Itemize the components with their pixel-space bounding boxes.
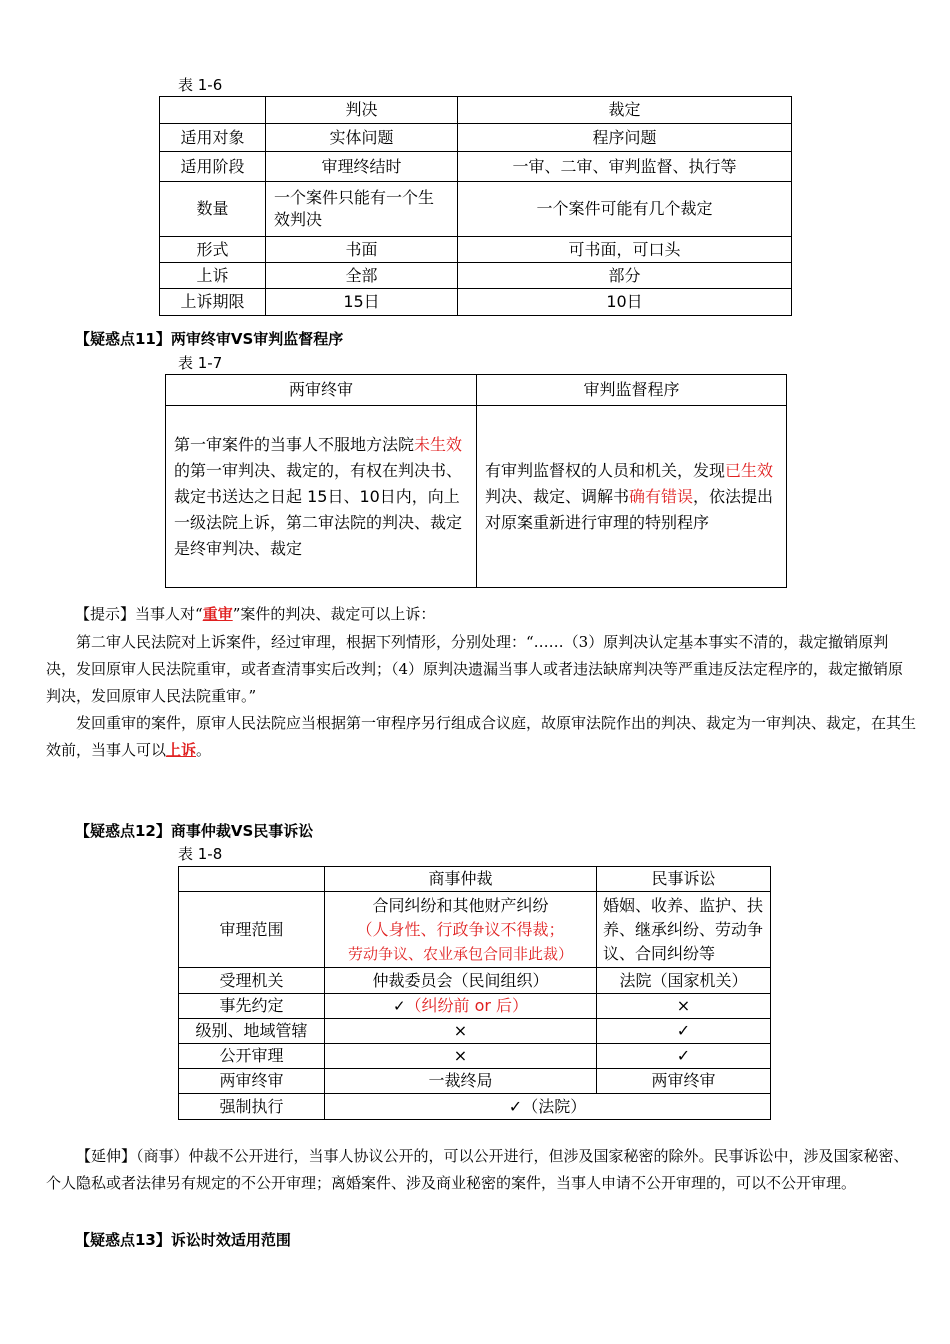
table-cell: 一裁终局 xyxy=(325,1069,597,1094)
column-header: 审判监督程序 xyxy=(477,375,787,406)
table-row xyxy=(179,867,771,892)
text: 判决、裁定、调解书 xyxy=(485,486,630,506)
highlight-text: 上诉 xyxy=(166,741,197,759)
table-cell xyxy=(179,867,325,892)
two-instance-description xyxy=(166,406,477,588)
table-1-7 xyxy=(165,374,787,588)
column-header: 裁定 xyxy=(458,97,792,124)
table-row xyxy=(179,968,771,994)
table-row xyxy=(160,152,792,182)
row-header: 适用阶段 xyxy=(160,152,266,182)
text: 发回重审的案件，原审人民法院应当根据第一审程序另行组成合议庭，故原审法院作出的判决、裁定为一审判决、裁定，在其生效前，当事人可以 xyxy=(46,714,917,759)
table-cell: 实体问题 xyxy=(266,124,458,152)
table-cell: 全部 xyxy=(266,263,458,289)
table-1-6 xyxy=(159,96,792,316)
table-row xyxy=(166,406,787,588)
table-cell: 部分 xyxy=(458,263,792,289)
row-header: 两审终审 xyxy=(179,1069,325,1094)
table-cell: 两审终审 xyxy=(597,1069,771,1094)
row-header: 事先约定 xyxy=(179,994,325,1019)
text: （商事）仲裁不公开进行，当事人协议公开的，可以公开进行，但涉及国家秘密的除外。民事诉讼中，涉及国家秘密、个人隐私或者法律另有规定的不公开审理；离婚案件、涉及商业秘密的案件，当事人申请不公开审理的，可以不公开审理。 xyxy=(46,1147,909,1192)
table-cell: 一个案件只能有一个生效判决 xyxy=(266,182,458,237)
text: 的第一审判决、裁定的，有权在判决书、裁定书送达之日起 15日、10日内，向上一级法院上诉，第二审法院的判决、裁定是终审判决、裁定 xyxy=(174,460,463,558)
section-heading-12: 【疑惑点12】商事仲裁VS民事诉讼 xyxy=(75,822,314,840)
column-header: 两审终审 xyxy=(166,375,477,406)
highlight-text: 确有错误 xyxy=(629,486,694,506)
table-cell: 10日 xyxy=(458,289,792,316)
row-header: 强制执行 xyxy=(179,1094,325,1120)
arbitration-scope xyxy=(325,892,597,968)
table-row xyxy=(179,1019,771,1044)
table-cell: 审理终结时 xyxy=(266,152,458,182)
row-header: 形式 xyxy=(160,237,266,263)
table-row xyxy=(160,182,792,237)
table-row xyxy=(179,892,771,968)
row-header: 上诉 xyxy=(160,263,266,289)
highlight-text: （人身性、行政争议不得裁； xyxy=(356,919,565,939)
table-row xyxy=(160,237,792,263)
table-1-8-caption: 表 1-8 xyxy=(178,845,223,863)
table-1-7-caption: 表 1-7 xyxy=(178,354,223,372)
check-mark-icon: ✓ xyxy=(597,1019,771,1044)
table-cell: 书面 xyxy=(266,237,458,263)
cross-mark-icon: × xyxy=(597,994,771,1019)
table-cell: 仲裁委员会（民间组织） xyxy=(325,968,597,994)
highlight-text: 重审 xyxy=(202,605,233,623)
text: 当事人对“ xyxy=(135,605,203,623)
column-header: 判决 xyxy=(266,97,458,124)
section-heading-11: 【疑惑点11】两审终审VS审判监督程序 xyxy=(75,330,344,348)
text: ，依法提出对原案重新进行审理的特别程序 xyxy=(485,486,774,532)
highlight-text: 已生效 xyxy=(725,460,774,480)
text: 有审判监督权的人员和机关，发现 xyxy=(485,460,726,480)
table-cell xyxy=(325,994,597,1019)
table-row xyxy=(160,289,792,316)
table-cell: ✓（法院） xyxy=(325,1094,771,1120)
check-mark-icon: ✓ xyxy=(597,1044,771,1069)
extension-label: 【延伸】 xyxy=(76,1147,137,1165)
section-heading-13: 【疑惑点13】诉讼时效适用范围 xyxy=(75,1231,291,1249)
column-header: 商事仲裁 xyxy=(325,867,597,892)
table-row xyxy=(160,97,792,124)
row-header: 上诉期限 xyxy=(160,289,266,316)
table-cell: 15日 xyxy=(266,289,458,316)
litigation-scope: 婚姻、收养、监护、扶养、继承纠纷、劳动争议、合同纠纷等 xyxy=(597,892,771,968)
highlight-text: 劳动争议、农业承包合同非此裁） xyxy=(347,944,573,963)
row-header: 审理范围 xyxy=(179,892,325,968)
trial-supervision-description xyxy=(477,406,787,588)
tip-line xyxy=(75,601,925,628)
table-cell xyxy=(160,97,266,124)
row-header: 适用对象 xyxy=(160,124,266,152)
row-header: 受理机关 xyxy=(179,968,325,994)
table-cell: 程序问题 xyxy=(458,124,792,152)
table-row xyxy=(160,124,792,152)
text: 。 xyxy=(196,741,212,759)
text: ”案件的判决、裁定可以上诉： xyxy=(232,605,436,623)
highlight-text: 未生效 xyxy=(414,434,463,454)
table-cell: 一审、二审、审判监督、执行等 xyxy=(458,152,792,182)
text: 第一审案件的当事人不服地方法院 xyxy=(174,434,415,454)
table-row xyxy=(160,263,792,289)
table-cell: 法院（国家机关） xyxy=(597,968,771,994)
row-header: 级别、地域管辖 xyxy=(179,1019,325,1044)
text: 合同纠纷和其他财产纠纷 xyxy=(372,895,549,915)
row-header: 公开审理 xyxy=(179,1044,325,1069)
check-mark-icon: ✓ xyxy=(392,997,406,1015)
table-row xyxy=(179,994,771,1019)
tip-label: 【提示】 xyxy=(75,605,136,623)
table-1-6-caption: 表 1-6 xyxy=(178,76,223,94)
table-row xyxy=(179,1069,771,1094)
table-1-8 xyxy=(178,866,771,1120)
tip-paragraph-2: 第二审人民法院对上诉案件，经过审理，根据下列情形，分别处理：“……（3）原判决认定基本事实不清的，裁定撤销原判决，发回原审人民法院重审，或者查清事实后改判；（4）原判决遗漏当事人或者违法缺席判决等严重违反法定程序的，裁定撤销原判决，发回原审人民法院重审。” xyxy=(46,633,904,705)
row-header: 数量 xyxy=(160,182,266,237)
table-row xyxy=(179,1044,771,1069)
table-row xyxy=(166,375,787,406)
cross-mark-icon: × xyxy=(325,1019,597,1044)
extension-paragraph xyxy=(46,1143,918,1197)
tip-paragraph-3 xyxy=(46,710,918,764)
highlight-text: （纠纷前 or 后） xyxy=(405,996,529,1015)
table-cell: 一个案件可能有几个裁定 xyxy=(458,182,792,237)
cross-mark-icon: × xyxy=(325,1044,597,1069)
table-cell: 可书面，可口头 xyxy=(458,237,792,263)
table-row xyxy=(179,1094,771,1120)
column-header: 民事诉讼 xyxy=(597,867,771,892)
